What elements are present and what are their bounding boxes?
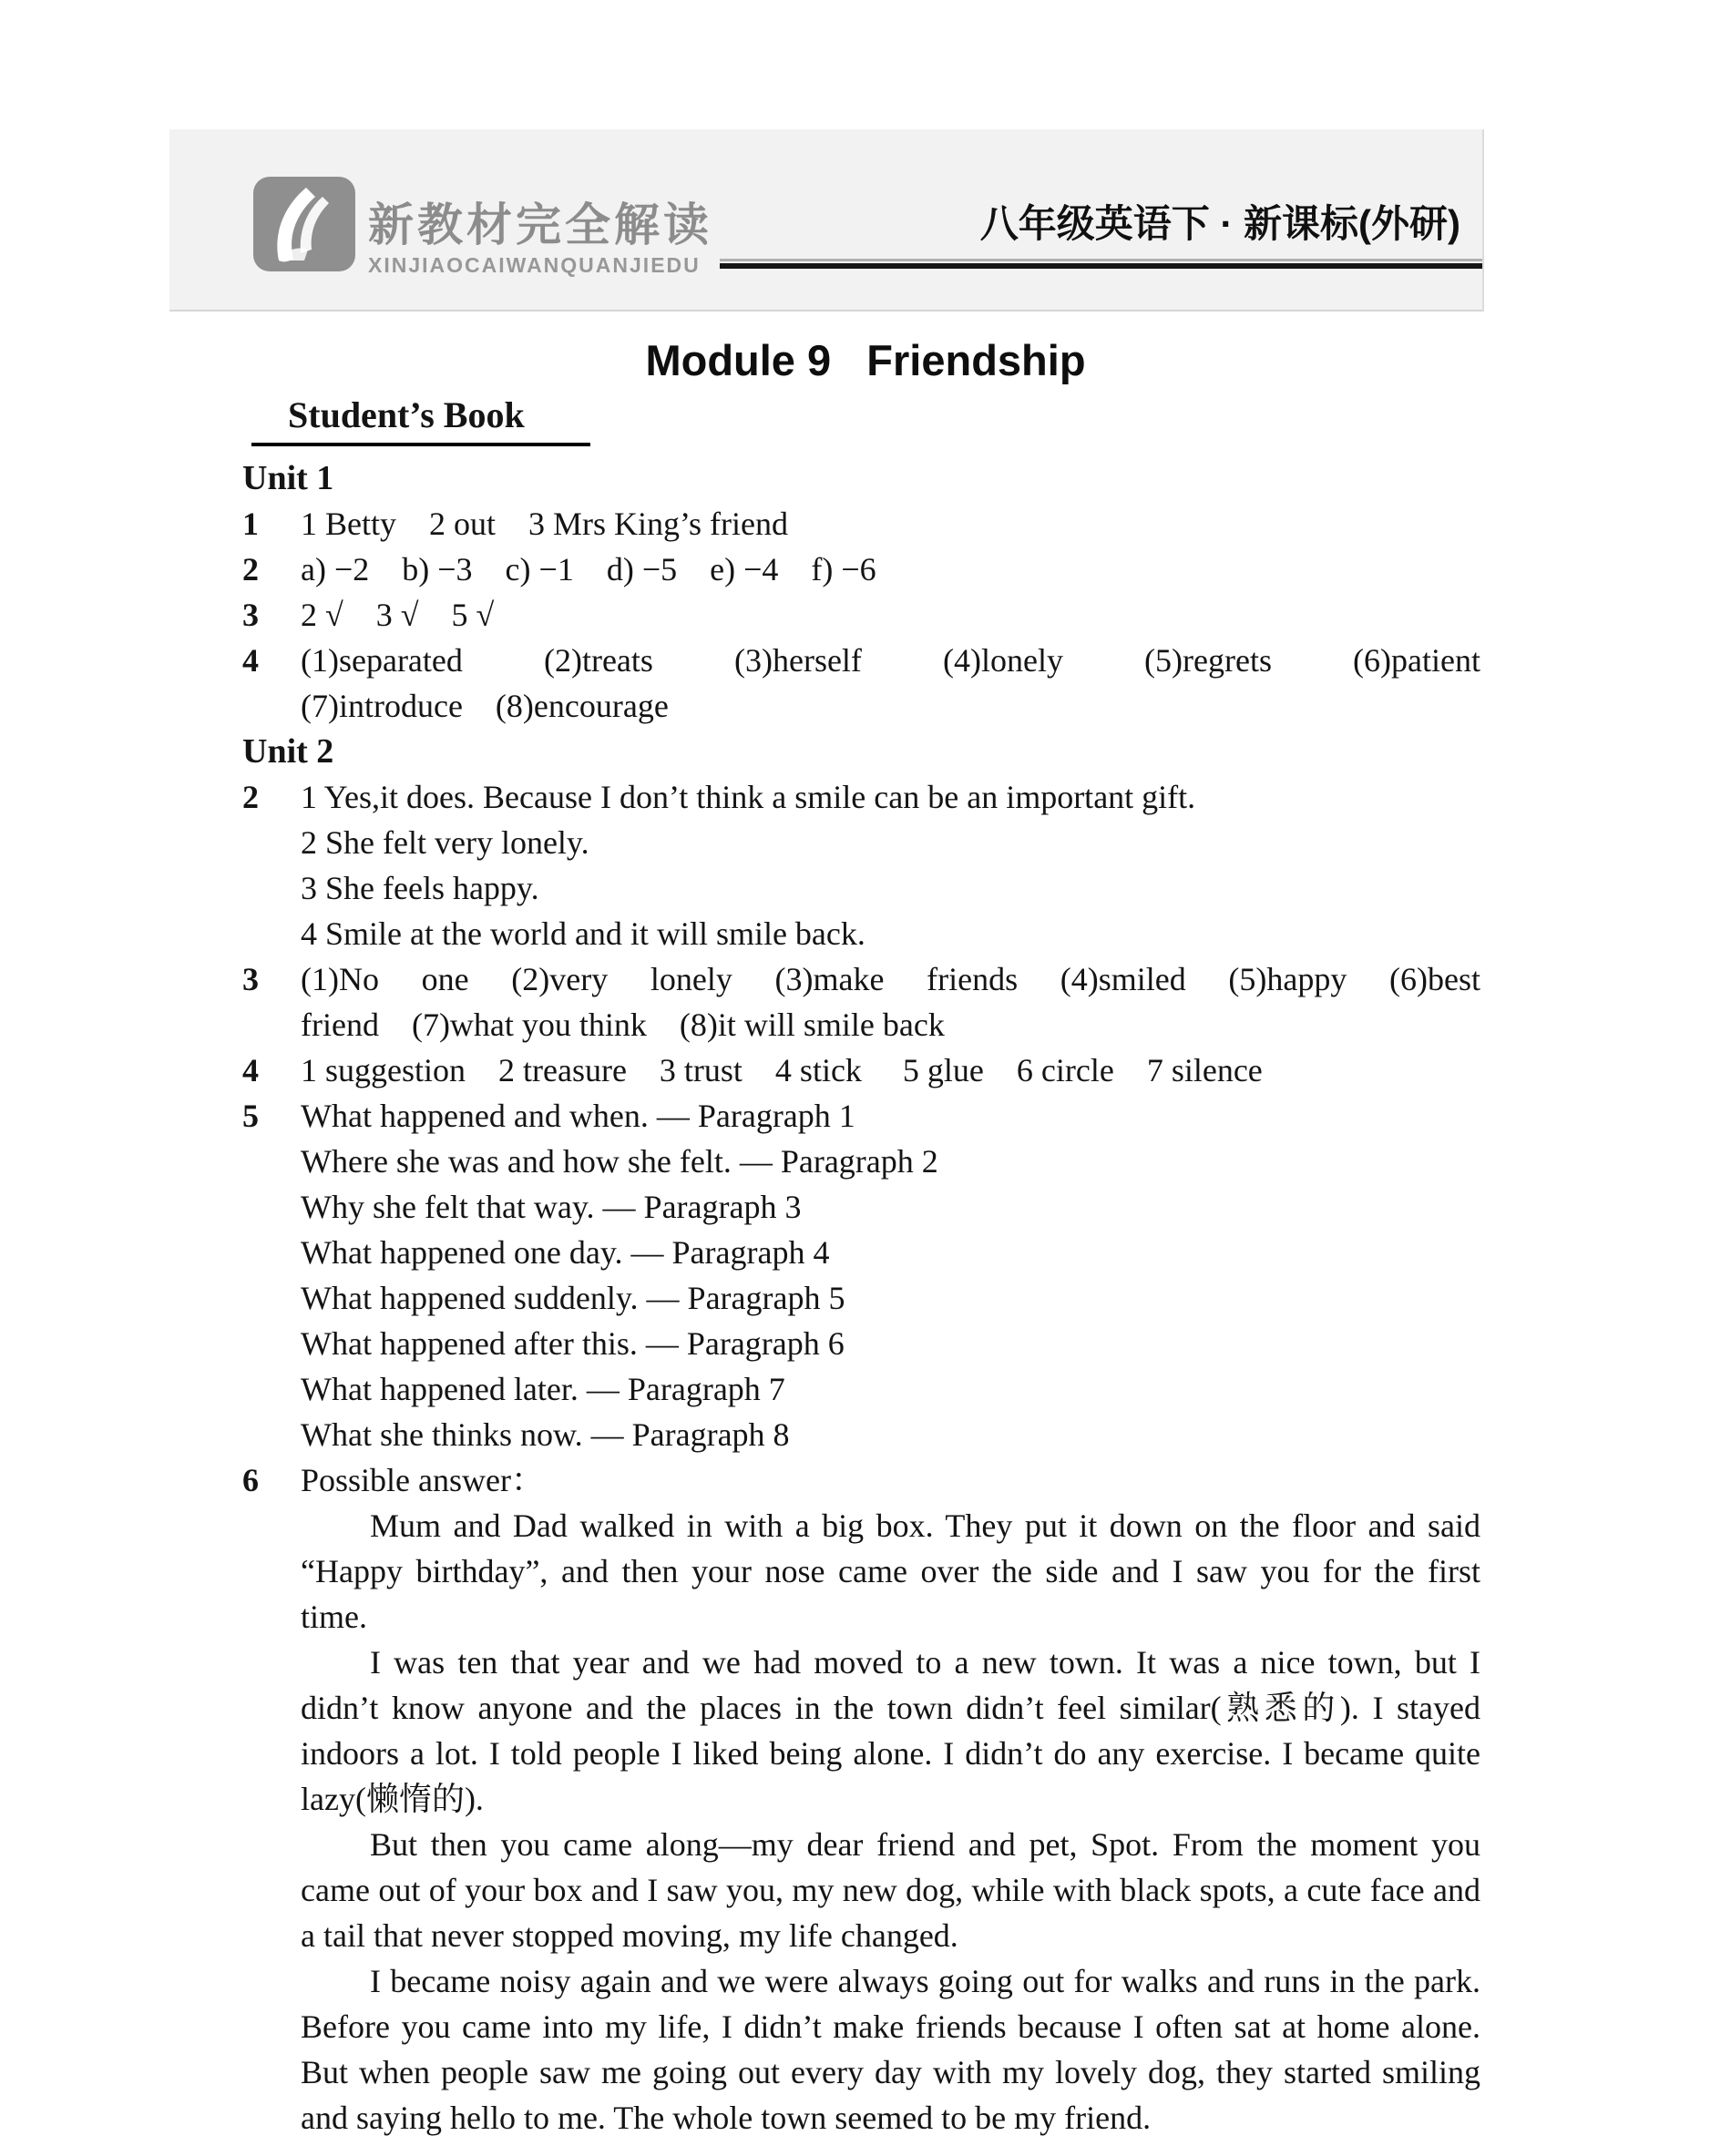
possible-answer-paragraph: [301, 1958, 1480, 2141]
publisher-logo-text: [368, 199, 712, 277]
section-title: Student’s Book: [251, 393, 590, 446]
answer-number: 2: [242, 779, 259, 815]
answer-item: [242, 1093, 1480, 1457]
header-rule-thick: [720, 263, 1482, 269]
answer-number: 5: [242, 1098, 259, 1134]
possible-answer-paragraph: [301, 1503, 1480, 1640]
answer-number: 6: [242, 1462, 259, 1498]
answer-line: 3 She feels happy.: [301, 870, 539, 906]
answer-number: 4: [242, 642, 259, 679]
answer-item: [242, 638, 1480, 729]
paragraph-line: I became noisy again and we were always going out for walks and runs in the park.: [370, 1963, 1480, 1999]
logo-subtitle: XINJIAOCAIWANQUANJIEDU: [368, 253, 701, 277]
paragraph-line: time.: [301, 1599, 367, 1635]
paragraph-line: a tail that never stopped moving, my life changed.: [301, 1917, 958, 1954]
paragraph-line: “Happy birthday”, and then your nose came over the side and I saw you for the first: [301, 1553, 1480, 1589]
answer-line: (1)No one (2)very lonely (3)make friends (4)smiled (5)happy (6)best: [301, 961, 1480, 997]
paragraph-line: But then you came along—my dear friend and pet, Spot. From the moment you: [370, 1826, 1480, 1863]
answer-line: 2 She felt very lonely.: [301, 824, 589, 861]
answer-line: 2 √ 3 √ 5 √: [301, 597, 495, 633]
answer-line: a) −2 b) −3 c) −1 d) −5 e) −4 f) −6: [301, 551, 876, 588]
answer-line: Where she was and how she felt. — Paragraph 2: [301, 1143, 938, 1180]
answer-body: [242, 455, 1480, 2141]
answer-line: What happened suddenly. — Paragraph 5: [301, 1280, 845, 1316]
answer-item: [242, 956, 1480, 1047]
unit-heading: Unit 1: [242, 459, 334, 497]
answer-line: What happened and when. — Paragraph 1: [301, 1098, 855, 1134]
answer-number: 4: [242, 1052, 259, 1088]
paragraph-line: Before you came into my life, I didn’t make friends because I often sat at home alone.: [301, 2008, 1480, 2045]
answer-line: 1 Betty 2 out 3 Mrs King’s friend: [301, 506, 788, 542]
paragraph-line: But when people saw me going out every day with my lovely dog, they started smiling: [301, 2054, 1480, 2090]
answer-item: [242, 592, 1480, 638]
answer-number: 3: [242, 961, 259, 997]
page-title: Module 9 Friendship: [645, 336, 1086, 384]
answer-item: [242, 547, 1480, 592]
header-rule: [720, 259, 1482, 269]
unit-heading: Unit 2: [242, 732, 334, 771]
header-rule-thin: [720, 259, 1482, 261]
paragraph-line: Mum and Dad walked in with a big box. They put it down on the floor and said: [370, 1507, 1480, 1544]
answer-line: What she thinks now. — Paragraph 8: [301, 1416, 790, 1453]
answer-line: Why she felt that way. — Paragraph 3: [301, 1189, 802, 1225]
answer-item: [242, 1457, 1480, 1503]
paragraph-line: and saying hello to me. The whole town seemed to be my friend.: [301, 2100, 1152, 2136]
answer-line: What happened later. — Paragraph 7: [301, 1371, 785, 1407]
answer-line: (1)separated (2)treats (3)herself (4)lonely (5)regrets (6)patient: [301, 642, 1480, 679]
paragraph-line: came out of your box and I saw you, my new dog, while with black spots, a cute face and: [301, 1872, 1480, 1908]
book-logo-icon: [253, 177, 355, 271]
answer-item: [242, 501, 1480, 547]
paragraph-line: I was ten that year and we had moved to a new town. It was a nice town, but I: [370, 1644, 1480, 1681]
answer-line: 1 Yes,it does. Because I don’t think a smile can be an important gift.: [301, 779, 1196, 815]
answer-number: 2: [242, 551, 259, 588]
answer-number: 1: [242, 506, 259, 542]
answer-line: 4 Smile at the world and it will smile back.: [301, 915, 866, 952]
possible-answer-paragraph: [301, 1822, 1480, 1958]
answer-line: What happened one day. — Paragraph 4: [301, 1234, 830, 1271]
answer-item: [242, 1047, 1480, 1093]
edition-label: 八年级英语下 · 新课标(外研): [979, 202, 1460, 245]
answer-line: Possible answer：: [301, 1462, 544, 1498]
answer-line: (7)introduce (8)encourage: [301, 688, 669, 724]
answer-line: 1 suggestion 2 treasure 3 trust 4 stick 5 glue 6 circle 7 silence: [301, 1052, 1263, 1088]
logo-title: 新教材完全解读: [368, 199, 712, 250]
answer-item: [242, 774, 1480, 956]
paragraph-line: lazy(懒惰的).: [301, 1781, 484, 1817]
answer-line: What happened after this. — Paragraph 6: [301, 1325, 845, 1362]
publisher-logo: [253, 177, 355, 271]
page-header: [169, 129, 1484, 312]
answer-line: friend (7)what you think (8)it will smile back: [301, 1006, 945, 1043]
possible-answer-paragraph: [301, 1640, 1480, 1822]
paragraph-line: didn’t know anyone and the places in the town didn’t feel similar(熟悉的). I stayed: [301, 1690, 1480, 1726]
paragraph-line: indoors a lot. I told people I liked being alone. I didn’t do any exercise. I became quite: [301, 1735, 1480, 1772]
answer-number: 3: [242, 597, 259, 633]
